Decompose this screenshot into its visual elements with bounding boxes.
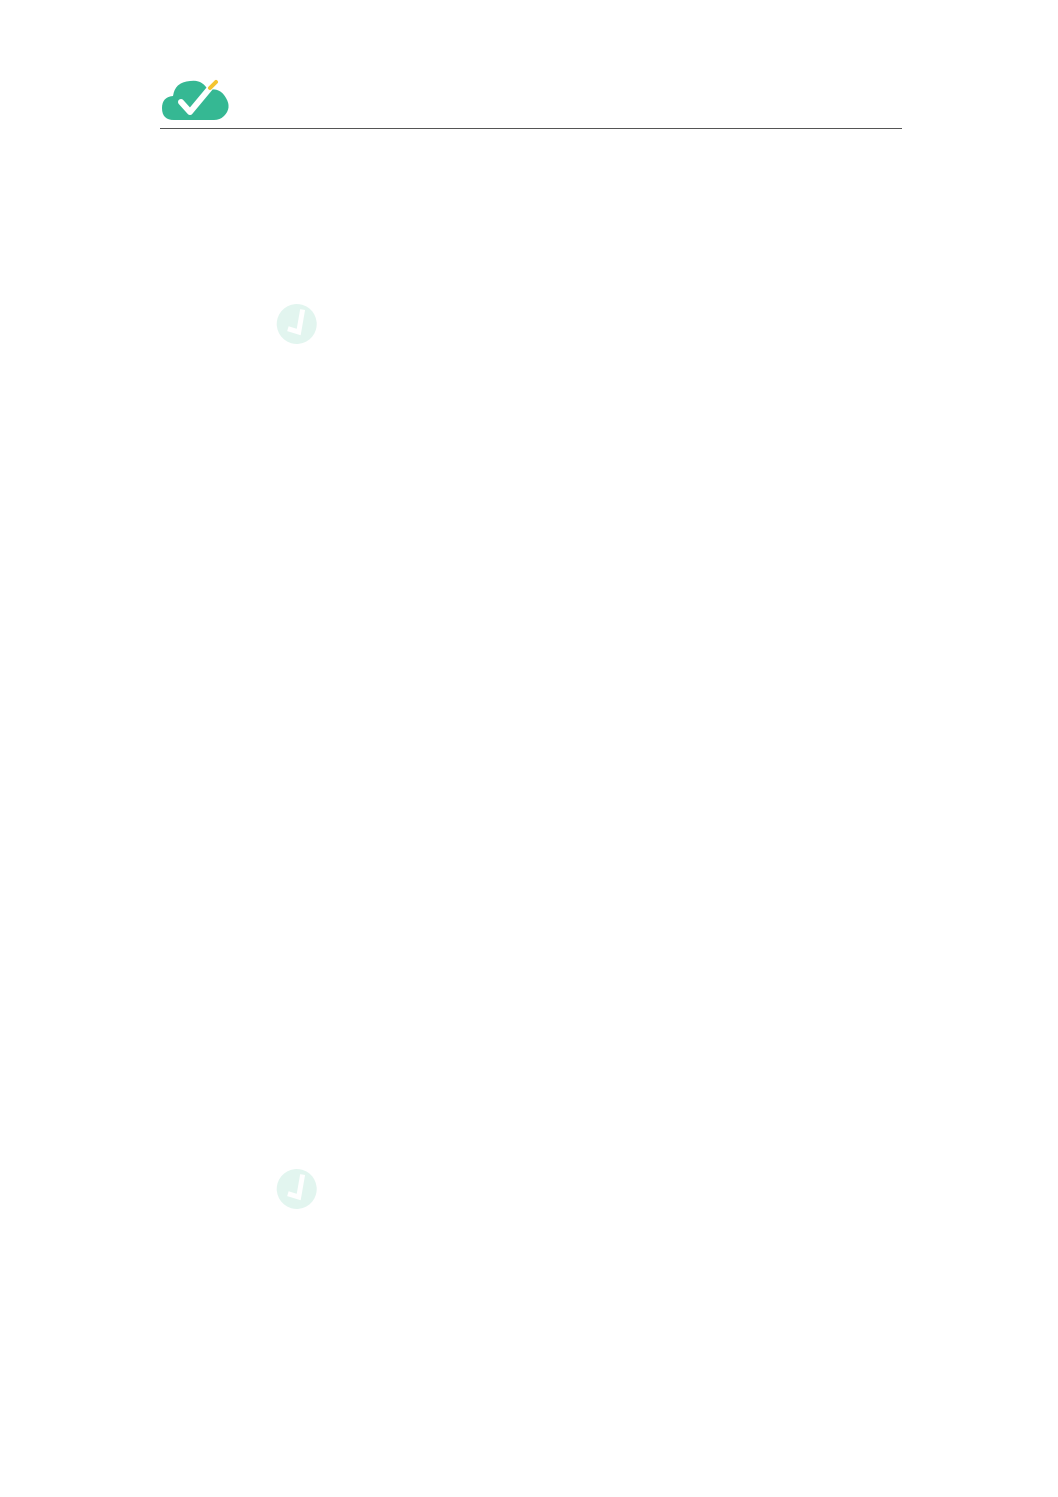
cloud-check-logo-icon <box>160 74 232 124</box>
watermark-logo-icon-2 <box>255 1100 445 1210</box>
watermark-logo-icon <box>255 235 445 345</box>
page-header <box>160 72 902 129</box>
